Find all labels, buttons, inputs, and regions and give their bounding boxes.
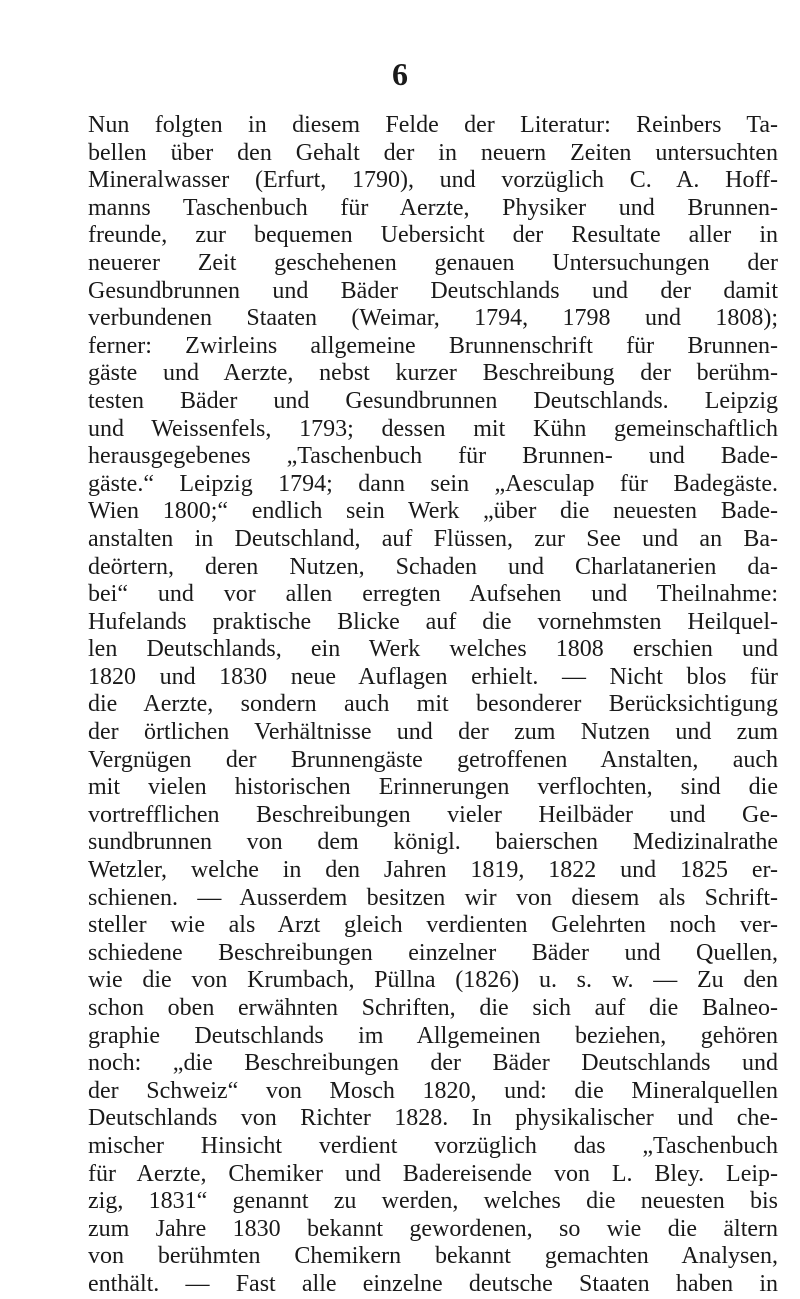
text-line: für Aerzte, Chemiker und Badereisende von L. Bley. Leip- [88, 1160, 778, 1187]
text-line: zum Jahre 1830 bekannt gewordenen, so wie die ältern [88, 1215, 778, 1242]
text-line: verbundenen Staaten (Weimar, 1794, 1798 und 1808); [88, 305, 778, 332]
text-line: deörtern, deren Nutzen, Schaden und Charlatanerien da- [88, 553, 778, 580]
text-line: von berühmten Chemikern bekannt gemachten Analysen, [88, 1243, 778, 1270]
text-line: enthält. — Fast alle einzelne deutsche Staaten haben in [88, 1270, 778, 1297]
text-line: schiedene Beschreibungen einzelner Bäder und Quellen, [88, 939, 778, 966]
text-line: schienen. — Ausserdem besitzen wir von diesem als Schrift- [88, 884, 778, 911]
text-line: sundbrunnen von dem königl. baierschen Medizinalrathe [88, 829, 778, 856]
text-line: schon oben erwähnten Schriften, die sich auf die Balneo- [88, 995, 778, 1021]
text-line: ferner: Zwirleins allgemeine Brunnenschrift für Brunnen- [88, 332, 778, 359]
text-line: der Schweiz“ von Mosch 1820, und: die Mineralquellen [88, 1077, 778, 1104]
text-line: Nun folgten in diesem Felde der Literatur: Reinbers Ta- [88, 112, 778, 138]
text-line: anstalten in Deutschland, auf Flüssen, zur See und an Ba- [88, 525, 778, 552]
text-line: mischer Hinsicht verdient vorzüglich das „Taschenbuch [88, 1132, 778, 1159]
text-line: und Weissenfels, 1793; dessen mit Kühn gemeinschaftlich [88, 415, 778, 442]
text-line: wie die von Krumbach, Püllna (1826) u. s. w. — Zu den [88, 967, 778, 994]
text-line: Hufelands praktische Blicke auf die vornehmsten Heilquel- [88, 608, 778, 635]
text-line: len Deutschlands, ein Werk welches 1808 erschien und [88, 636, 778, 663]
text-line: Wien 1800;“ endlich sein Werk „über die neuesten Bade- [88, 498, 778, 525]
text-line: Vergnügen der Brunnengäste getroffenen Anstalten, auch [88, 746, 778, 773]
text-line: noch: „die Beschreibungen der Bäder Deutschlands und [88, 1050, 778, 1077]
text-line: testen Bäder und Gesundbrunnen Deutschlands. Leipzig [88, 387, 778, 414]
text-line: gäste.“ Leipzig 1794; dann sein „Aesculap für Badegäste. [88, 470, 778, 497]
text-line: die Aerzte, sondern auch mit besonderer Berücksichtigung [88, 691, 778, 718]
text-line: freunde, zur bequemen Uebersicht der Resultate aller in [88, 222, 778, 249]
text-line: bellen über den Gehalt der in neuern Zeiten untersuchten [88, 139, 778, 166]
text-line: Deutschlands von Richter 1828. In physikalischer und che- [88, 1105, 778, 1132]
text-line: vortrefflichen Beschreibungen vieler Heilbäder und Ge- [88, 801, 778, 828]
text-line: Mineralwasser (Erfurt, 1790), und vorzüglich C. A. Hoff- [88, 167, 778, 194]
text-line: steller wie als Arzt gleich verdienten Gelehrten noch ver- [88, 912, 778, 939]
text-line: 1820 und 1830 neue Auflagen erhielt. — Nicht blos für [88, 663, 778, 690]
text-line: zig, 1831“ genannt zu werden, welches die neuesten bis [88, 1188, 778, 1215]
body-text [88, 112, 778, 1299]
text-line: manns Taschenbuch für Aerzte, Physiker und Brunnen- [88, 194, 778, 221]
text-line: mit vielen historischen Erinnerungen verflochten, sind die [88, 774, 778, 801]
text-line: der örtlichen Verhältnisse und der zum Nutzen und zum [88, 719, 778, 746]
text-line: Wetzler, welche in den Jahren 1819, 1822 und 1825 er- [88, 857, 778, 884]
text-line: gäste und Aerzte, nebst kurzer Beschreibung der berühm- [88, 360, 778, 387]
text-line: graphie Deutschlands im Allgemeinen beziehen, gehören [88, 1022, 778, 1049]
text-line: Gesundbrunnen und Bäder Deutschlands und der damit [88, 277, 778, 304]
text-line: bei“ und vor allen erregten Aufsehen und Theilnahme: [88, 581, 778, 608]
page-number: 6 [392, 56, 408, 92]
text-line: neuerer Zeit geschehenen genauen Untersuchungen der [88, 249, 778, 276]
text-line: herausgegebenes „Taschenbuch für Brunnen- und Bade- [88, 443, 778, 470]
